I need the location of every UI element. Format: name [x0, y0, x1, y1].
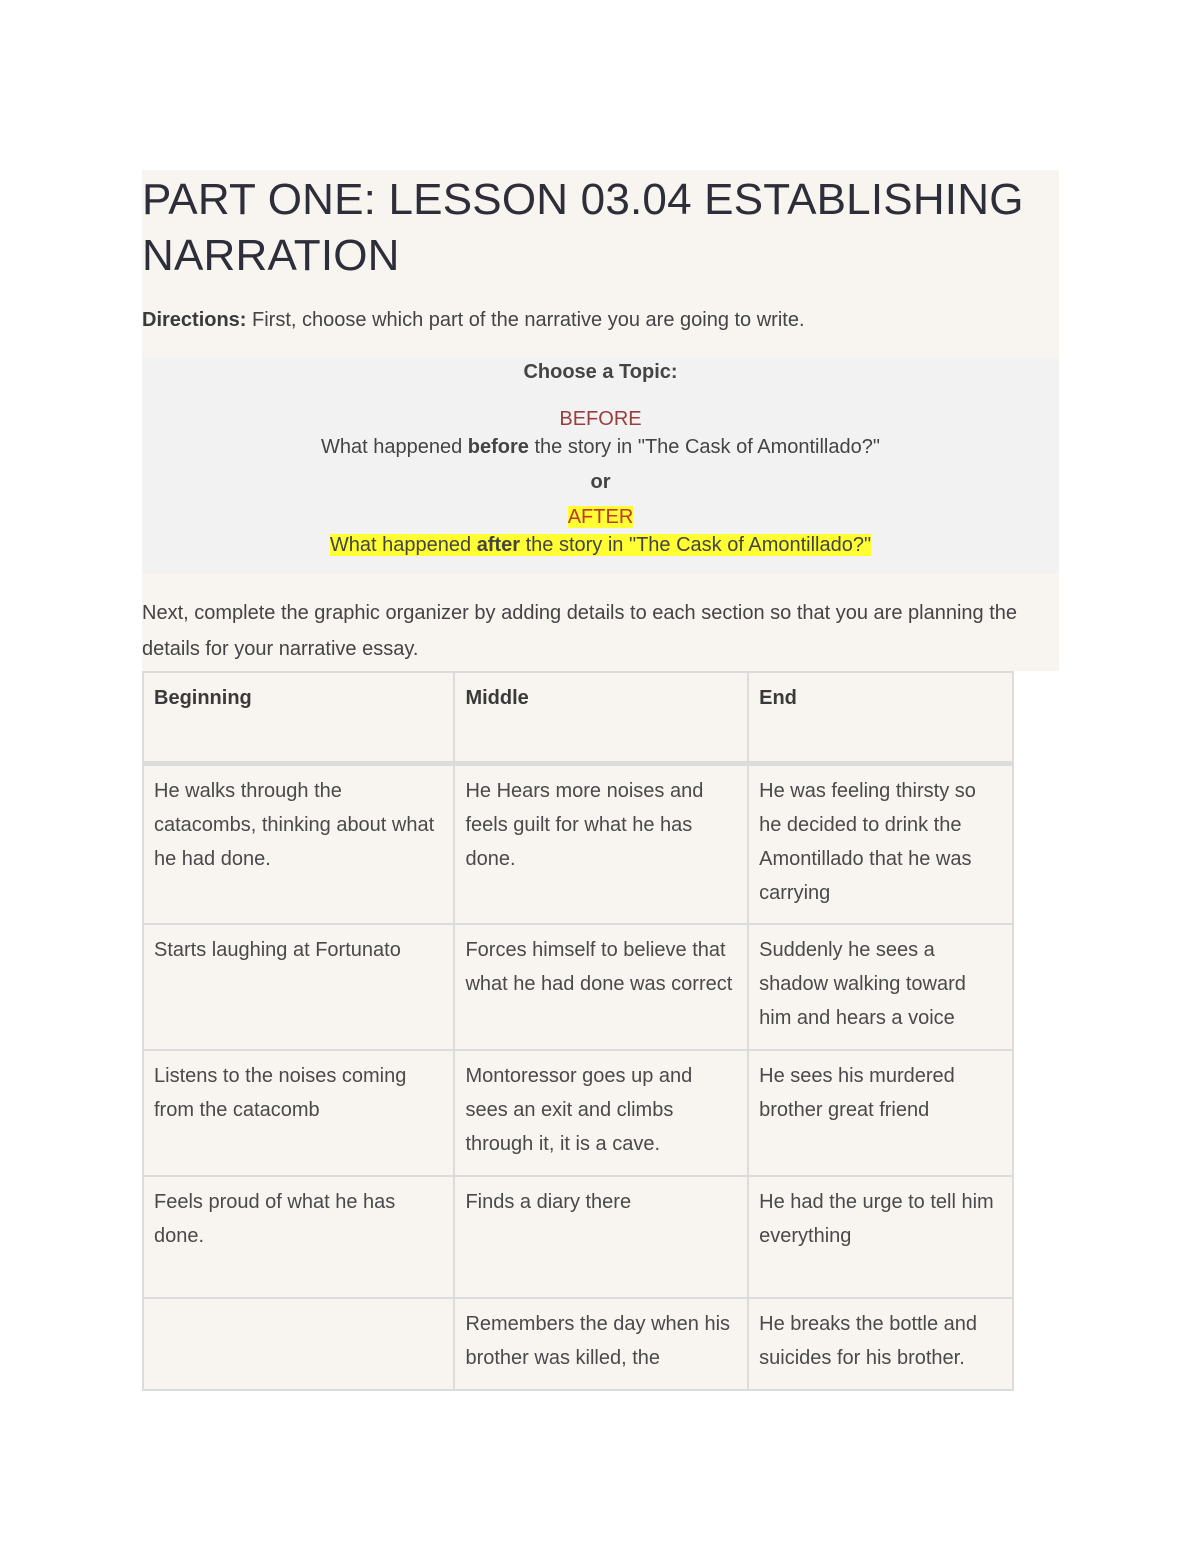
cell-middle[interactable]: Finds a diary there	[454, 1176, 748, 1298]
directions-text: First, choose which part of the narrative you are going to write.	[246, 309, 805, 331]
before-label: BEFORE	[559, 408, 642, 430]
cell-end[interactable]: Suddenly he sees a shadow walking toward him and hears a voice	[748, 924, 1013, 1050]
header-end: End	[748, 672, 1013, 764]
after-prefix: What happened	[329, 534, 477, 556]
header-block	[142, 170, 1059, 358]
table-row	[143, 924, 1013, 1050]
before-question	[142, 433, 1059, 461]
before-suffix: the story in "The Cask of Amontillado?"	[528, 436, 880, 458]
cell-end[interactable]: He was feeling thirsty so he decided to drink the Amontillado that he was carrying	[748, 764, 1013, 924]
directions	[142, 306, 1059, 334]
table-row	[143, 1176, 1013, 1298]
cell-beginning[interactable]: Starts laughing at Fortunato	[143, 924, 454, 1050]
after-label: AFTER	[567, 506, 634, 528]
table-header-row	[143, 672, 1013, 764]
table-row	[143, 764, 1013, 924]
header-middle: Middle	[454, 672, 748, 764]
after-label-row	[142, 503, 1059, 531]
cell-beginning[interactable]: Listens to the noises coming from the catacomb	[143, 1050, 454, 1176]
after-question	[142, 531, 1059, 559]
table-row	[143, 1298, 1013, 1390]
topic-block	[142, 358, 1059, 573]
header-beginning: Beginning	[143, 672, 454, 764]
before-bold: before	[467, 436, 529, 458]
cell-middle[interactable]: He Hears more noises and feels guilt for what he has done.	[454, 764, 748, 924]
directions-label: Directions:	[142, 309, 247, 331]
or-label: or	[590, 471, 611, 493]
cell-middle[interactable]: Remembers the day when his brother was killed, the	[454, 1298, 748, 1390]
table-row	[143, 1050, 1013, 1176]
after-bold: after	[476, 534, 521, 556]
cell-end[interactable]: He sees his murdered brother great friend	[748, 1050, 1013, 1176]
graphic-organizer-table	[142, 671, 1014, 1391]
next-instructions: Next, complete the graphic organizer by adding details to each section so that you are planning the details for your narrative essay.	[142, 573, 1059, 671]
after-question-highlight	[330, 534, 871, 556]
cell-beginning[interactable]: He walks through the catacombs, thinking about what he had done.	[143, 764, 454, 924]
document-sheet	[142, 170, 1059, 1391]
after-suffix: the story in "The Cask of Amontillado?"	[520, 534, 872, 556]
before-prefix: What happened	[321, 436, 468, 458]
cell-end[interactable]: He breaks the bottle and suicides for his brother.	[748, 1298, 1013, 1390]
cell-end[interactable]: He had the urge to tell him everything	[748, 1176, 1013, 1298]
cell-middle[interactable]: Forces himself to believe that what he had done was correct	[454, 924, 748, 1050]
topic-heading: Choose a Topic:	[523, 361, 678, 383]
cell-beginning[interactable]	[143, 1298, 454, 1390]
cell-middle[interactable]: Montoressor goes up and sees an exit and climbs through it, it is a cave.	[454, 1050, 748, 1176]
cell-beginning[interactable]: Feels proud of what he has done.	[143, 1176, 454, 1298]
page-title: PART ONE: LESSON 03.04 ESTABLISHING NARRATION	[142, 175, 1024, 280]
